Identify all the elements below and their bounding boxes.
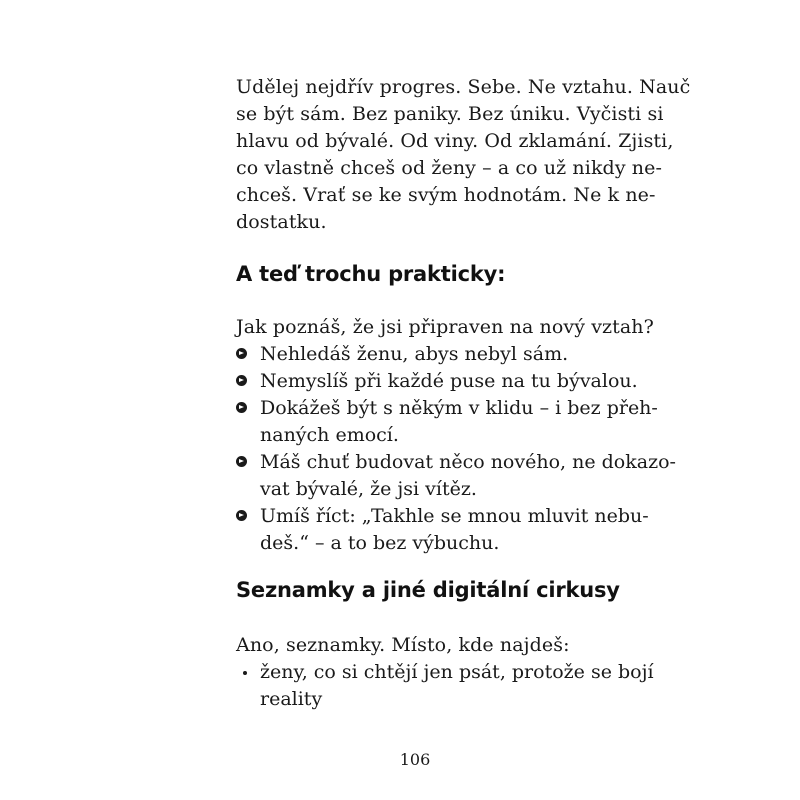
list-item [236, 659, 654, 713]
list-item [236, 449, 676, 503]
arrow-circle-bullet-icon [236, 402, 247, 413]
list-item-line: Nemyslíš při každé puse na tu bývalou. [260, 370, 638, 392]
list-item-line: Máš chuť budovat něco nového, ne dokazo- [260, 451, 676, 473]
section-heading-seznamky: Seznamky a jiné digitální cirkusy [236, 578, 620, 602]
arrow-bullet-list [236, 341, 676, 557]
section-intro-text: Jak poznáš, že jsi připraven na nový vztah? [236, 316, 654, 338]
paragraph-line: dostatku. [236, 211, 327, 233]
list-item-line: vat bývalé, že jsi vítěz. [260, 478, 477, 500]
paragraph-intro [236, 74, 691, 236]
list-item-line: Nehledáš ženu, abys nebyl sám. [260, 343, 569, 365]
dot-bullet-list [236, 659, 654, 713]
list-item [236, 341, 626, 368]
arrow-circle-bullet-icon [236, 510, 247, 521]
arrow-circle-bullet-icon [236, 375, 247, 386]
paragraph-line: co vlastně chceš od ženy – a co už nikdy ne- [236, 157, 662, 179]
list-item-line: naných emocí. [260, 424, 399, 446]
arrow-circle-bullet-icon [236, 456, 247, 467]
dot-bullet-icon [243, 671, 247, 675]
section-intro-text: Ano, seznamky. Místo, kde najdeš: [236, 634, 570, 656]
paragraph-line: se být sám. Bez paniky. Bez úniku. Vyčisti si [236, 103, 664, 125]
list-item-line: deš.“ – a to bez výbuchu. [260, 532, 500, 554]
paragraph-line: chceš. Vrať se ke svým hodnotám. Ne k ne- [236, 184, 656, 206]
page-number: 106 [399, 750, 431, 769]
list-item-line: Umíš říct: „Takhle se mnou mluvit nebu- [260, 505, 649, 527]
paragraph-line: hlavu od bývalé. Od viny. Od zklamání. Zjisti, [236, 130, 674, 152]
section-heading-prakticky: A teď trochu prakticky: [236, 262, 506, 286]
list-item [236, 395, 658, 449]
list-item-line: Dokážeš být s někým v klidu – i bez přeh- [260, 397, 658, 419]
list-item [236, 503, 649, 557]
arrow-circle-bullet-icon [236, 348, 247, 359]
paragraph-line: Udělej nejdřív progres. Sebe. Ne vztahu. Nauč [236, 76, 691, 98]
list-item [236, 368, 638, 395]
list-item-line: reality [260, 688, 323, 710]
list-item-line: ženy, co si chtějí jen psát, protože se bojí [260, 661, 654, 683]
